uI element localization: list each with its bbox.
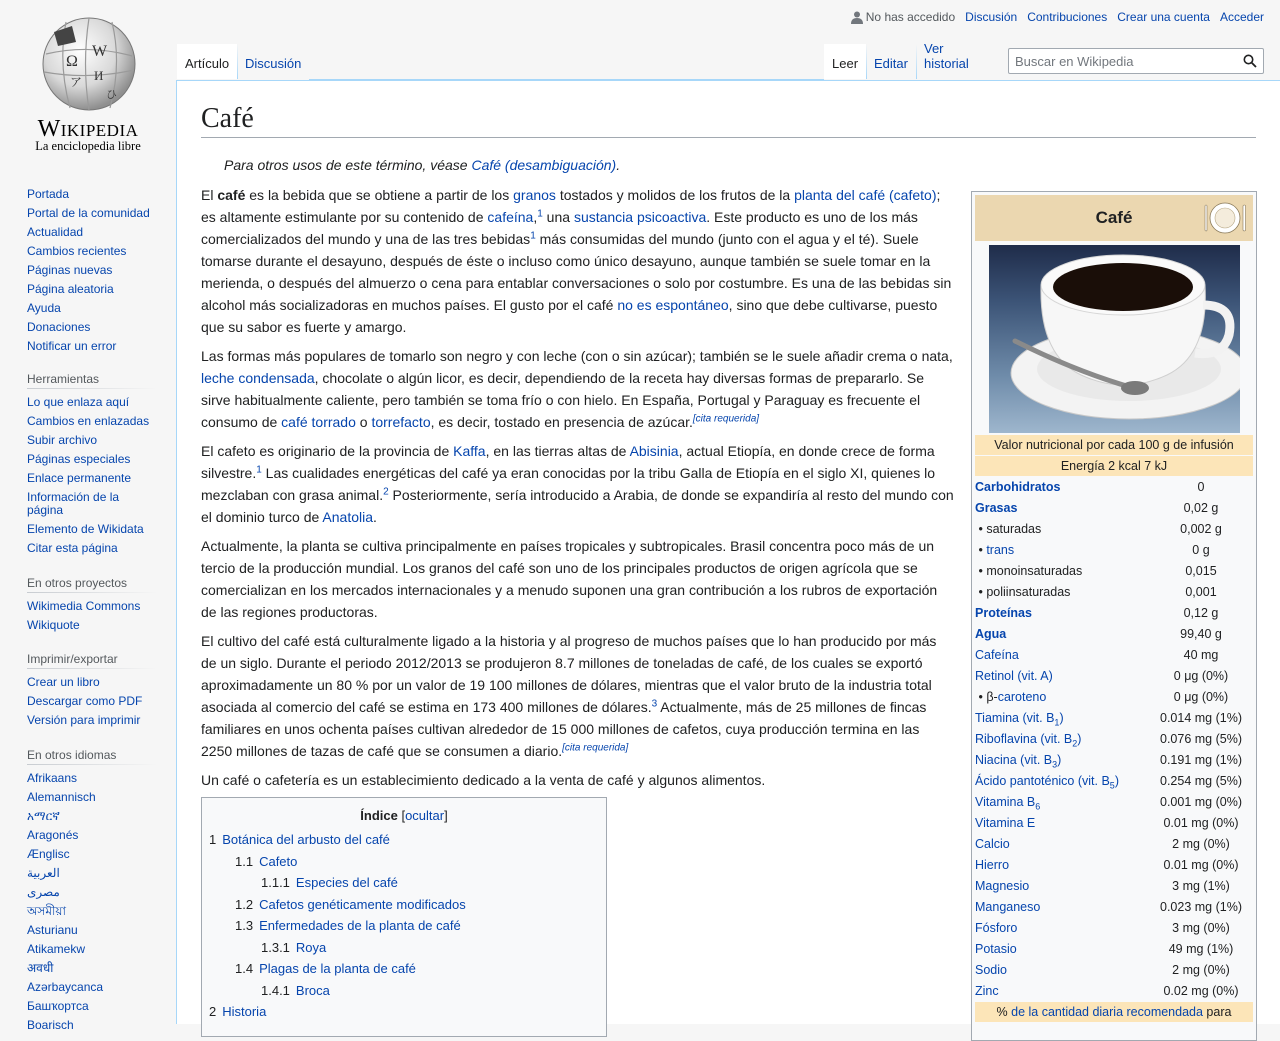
toc-item-number: 1.4.1	[261, 982, 290, 998]
link-granos[interactable]: granos	[513, 187, 556, 203]
sidebar-language-link[interactable]: অসমীয়া	[27, 904, 66, 918]
nutrient-value: 0.076 mg (5%)	[1160, 732, 1242, 746]
nutrient-link[interactable]: Tiamina (vit. B	[975, 711, 1055, 725]
sidebar-nav-link[interactable]: Donaciones	[27, 320, 91, 334]
nutrient-value: 0.001 mg (0%)	[1160, 795, 1242, 809]
sidebar-language-item	[27, 864, 157, 883]
sidebar-nav-link[interactable]: Actualidad	[27, 225, 84, 239]
nutrient-link[interactable]: Riboflavina (vit. B	[975, 732, 1073, 746]
link-no-es-espontaneo[interactable]: no es espontáneo	[617, 297, 729, 313]
nutrient-name: poliinsaturadas	[986, 585, 1071, 599]
nutrient-row	[975, 645, 1253, 666]
sidebar-nav-item	[27, 242, 157, 261]
sidebar-language-link[interactable]: Ænglisc	[27, 847, 70, 861]
tab-article[interactable]: Artículo	[177, 44, 237, 79]
sidebar-tools-link[interactable]: Subir archivo	[27, 433, 98, 447]
citation-needed-2[interactable]: [cita requerida]	[562, 742, 629, 754]
personal-link-create-account[interactable]: Crear una cuenta	[1117, 10, 1210, 24]
search-input[interactable]	[1009, 49, 1235, 73]
paragraph-6: Un café o cafetería es un establecimiento dedicado a la venta de café y algunos alimentos.	[201, 772, 766, 788]
personal-link-login[interactable]: Acceder	[1219, 10, 1264, 24]
sidebar-language-item	[27, 1016, 157, 1035]
paragraph-5: El cultivo del café está culturalmente ligado a la historia y al progreso de muchos países que lo han producido por más de un siglo. Durante el periodo 2012/2013 se produjeron 8.7 millones de toneladas de café, de los cuales se exportó aproximadamente un 80 % por un valor de 19 100 millones de dólares, mientras que el valor bruto de la industria total asociada al comercio del café se estima en 173 400 millones de dólares.$^3$ Actualmente, más de 25 millones de fincas familiares en unos ochenta países cultivan alrededor de 15 000 millones de cafetos, cuya producción termina en las 2250 millones de tazas de café que se consumen a diario.[cita requerida]	[201, 633, 937, 759]
sidebar-nav-item	[27, 337, 157, 356]
nutrient-label	[975, 876, 1149, 897]
nutrient-link[interactable]: Cafeína	[975, 648, 1019, 662]
personal-tools	[851, 10, 1264, 24]
nutrient-label	[975, 981, 1149, 1002]
sidebar-nav-item	[27, 318, 157, 337]
svg-text:Ω: Ω	[66, 53, 78, 70]
toc-toggle[interactable]: ocultar	[405, 808, 445, 823]
sidebar-navigation	[27, 185, 157, 356]
nutrient-row	[975, 519, 1253, 540]
sidebar-nav-item	[27, 204, 157, 223]
nutrient-name: saturadas	[986, 522, 1042, 536]
sidebar-tools-item	[27, 412, 157, 431]
toc-item-number: 1.1	[235, 853, 254, 869]
ref-1[interactable]: 1	[537, 208, 543, 220]
nutrient-label	[975, 666, 1149, 687]
link-planta-del-cafe[interactable]: planta del café (cafeto)	[794, 187, 937, 203]
nutrient-link[interactable]: Hierro	[975, 858, 1010, 872]
nutrient-link[interactable]: Manganeso	[975, 900, 1041, 914]
nutrient-link[interactable]: Agua	[975, 627, 1007, 641]
sidebar-projects-link[interactable]: Wikimedia Commons	[27, 599, 141, 613]
nutrient-value: 0.01 mg (0%)	[1163, 816, 1239, 830]
nutrient-label	[975, 645, 1149, 666]
nutrient-value: 0.023 mg (1%)	[1160, 900, 1242, 914]
nutrient-label: Tiamina (vit. $B_1$)	[975, 711, 1064, 728]
toc-item-number: 2	[209, 1004, 217, 1019]
sidebar-tools	[27, 372, 157, 558]
user-icon	[851, 11, 863, 24]
sidebar-tools-item	[27, 393, 157, 412]
nutrient-row	[975, 981, 1253, 1002]
sidebar-language-link[interactable]: አማርኛ	[27, 809, 60, 823]
wikipedia-tagline: La enciclopedia libre	[35, 139, 141, 153]
coffee-cup-image[interactable]	[989, 245, 1240, 433]
nutrient-label: Niacina (vit. $B_3$)	[975, 753, 1062, 770]
nutrient-label: Vitamina $B_6$	[975, 795, 1041, 812]
sidebar-language-link[interactable]: Башҡортса	[27, 999, 89, 1013]
sidebar-languages-heading: En otros idiomas	[27, 748, 157, 765]
link-anatolia[interactable]: Anatolia	[322, 509, 373, 525]
sidebar-projects	[27, 576, 157, 635]
nutrient-label: • saturadas	[975, 522, 1042, 536]
nutrient-row	[975, 834, 1253, 855]
personal-link-discussion[interactable]: Discusión	[965, 10, 1018, 24]
sidebar-tools-list	[27, 393, 157, 558]
login-status	[851, 10, 955, 24]
nutrient-value: 0,015	[1185, 564, 1217, 578]
svg-text:W: W	[92, 43, 108, 60]
nutrient-label: • monoinsaturadas	[975, 564, 1083, 578]
nutrient-link[interactable]: Proteínas	[975, 606, 1032, 620]
link-abisinia[interactable]: Abisinia	[629, 443, 679, 459]
infobox-nutrition-header: Valor nutricional por cada 100 g de infusión	[975, 435, 1253, 455]
sidebar-tools-item	[27, 488, 157, 520]
disambiguation-link[interactable]: Café (desambiguación)	[471, 157, 617, 173]
nutrient-link[interactable]: Niacina (vit. B	[975, 753, 1053, 767]
nutrient-link[interactable]: Sodio	[975, 963, 1007, 977]
link-leche-condensada[interactable]: leche condensada	[201, 370, 315, 386]
nutrient-row	[975, 687, 1253, 708]
nutrient-row	[975, 813, 1253, 834]
nutrient-link[interactable]: Vitamina B	[975, 795, 1036, 809]
nutrient-value: 3 mg (1%)	[1172, 879, 1230, 893]
nutrient-label	[975, 960, 1149, 981]
sidebar-nav-item	[27, 299, 157, 318]
toc-list	[209, 829, 599, 1023]
nutrient-row	[975, 771, 1253, 792]
sidebar-tools-link[interactable]: Citar esta página	[27, 541, 118, 555]
nutrient-row	[975, 498, 1253, 519]
nutrient-row	[975, 750, 1253, 771]
nutrient-link[interactable]: Vitamina E	[975, 816, 1036, 830]
nutrient-label	[975, 603, 1149, 624]
nutrient-link[interactable]: Carbohidratos	[975, 480, 1061, 494]
paragraph-4: Actualmente, la planta se cultiva principalmente en países tropicales y subtropicales. Brasil concentra poco más de un tercio de la producción mundial. Los granos del café son uno de los principales productos de origen agrícola que se comercializan en los mercados internacionales y a menudo suponen una gran contribución a los rubros de exportación de las regiones productoras.	[201, 538, 938, 620]
paragraph-3: El cafeto es originario de la provincia de Kaffa, en las tierras altas de Abisinia, actual Etiopía, en donde crece de forma silvestre.$^1$ Las cualidades energéticas del café ya eran conocidas por la tribu Galla de Etiopía en el siglo XI, quienes lo mezclaban con grasa animal.$^2$ Posteriormente, sería introducido a Arabia, de donde se expandiría al resto del mundo con el dominio turco de Anatolia.	[201, 443, 954, 525]
sidebar-nav-link[interactable]: Notificar un error	[27, 339, 117, 353]
sidebar-tools-link[interactable]: Lo que enlaza aquí	[27, 395, 130, 409]
plate-cutlery-icon	[1203, 201, 1247, 235]
sidebar-tools-item	[27, 431, 157, 450]
sidebar-language-item	[27, 997, 157, 1016]
sidebar-tools-link[interactable]: Información de la página	[27, 490, 120, 517]
nutrient-row	[975, 918, 1253, 939]
svg-text:ア: ア	[70, 75, 83, 89]
paragraph-1: El café es la bebida que se obtiene a partir de los granos tostados y molidos de los frutos de la planta del café (cafeto); es altamente estimulante por su contenido de cafeína,$^1$ una sustancia psicoactiva. Este producto es uno de los más comercializados del mundo y una de las tres bebidas$^1$ más consumidas del mundo (junto con el agua y el té). Suele tomarse durante el desayuno, después de éste o incluso como único desayuno, aunque también se suele tomar en la merienda, o después del almuerzo o cena para entablar conversaciones o solo por costumbre. Es una de las bebidas sin alcohol más socializadoras en muchos países. El gusto por el café no es espontáneo, sino que debe cultivarse, puesto que su sabor es fuerte y amargo.	[201, 187, 952, 335]
sidebar-print-item	[27, 692, 157, 711]
infobox-title: Café	[975, 195, 1253, 241]
nutrient-value: 3 mg (0%)	[1172, 921, 1230, 935]
link-sustancia-psicoactiva[interactable]: sustancia psicoactiva	[573, 209, 707, 225]
sidebar-nav-link[interactable]: Portal de la comunidad	[27, 206, 150, 220]
sidebar-language-link[interactable]: Boarisch	[27, 1018, 74, 1032]
toc-item[interactable]	[209, 915, 599, 937]
nutrient-label	[975, 897, 1149, 918]
sidebar-tools-link[interactable]: Cambios en enlazadas	[27, 414, 150, 428]
nutrient-link[interactable]: trans	[986, 543, 1015, 557]
nutrient-link[interactable]: Ácido pantoténico (vit. B	[975, 774, 1110, 788]
login-status-text: No has accedido	[865, 10, 956, 24]
nutrient-label	[975, 918, 1149, 939]
toc-item[interactable]	[209, 1001, 599, 1023]
nutrient-label	[975, 477, 1149, 498]
toc-item[interactable]	[209, 829, 599, 851]
infobox-footer: % de la cantidad diaria recomendada para	[975, 1002, 1253, 1022]
sidebar-tools-link[interactable]: Páginas especiales	[27, 452, 131, 466]
nutrient-row	[975, 477, 1253, 498]
nutrient-label	[975, 498, 1149, 519]
toc-item[interactable]	[209, 872, 599, 894]
nutrient-label	[975, 813, 1149, 834]
sidebar-language-item	[27, 902, 157, 921]
ref-3[interactable]: 3	[651, 698, 658, 710]
sidebar-language-link[interactable]: Azərbaycanca	[27, 980, 104, 994]
sidebar-language-item	[27, 921, 157, 940]
sidebar-tools-heading: Herramientas	[27, 372, 157, 389]
personal-link-contributions[interactable]: Contribuciones	[1027, 10, 1108, 24]
toc-item-number: 1	[209, 832, 217, 847]
sidebar-tools-item	[27, 520, 157, 539]
sidebar-print-link[interactable]: Versión para imprimir	[27, 713, 141, 727]
sidebar-language-link[interactable]: العربية	[27, 866, 60, 880]
nutrient-row	[975, 792, 1253, 813]
toc-item-number: 1.3.1	[261, 939, 290, 955]
toc-item-link[interactable]: Plagas de la planta de café	[259, 961, 416, 976]
article-body	[201, 184, 954, 798]
sidebar-language-link[interactable]: Afrikaans	[27, 771, 78, 785]
nutrient-row	[975, 561, 1253, 582]
infobox-nutrients	[975, 477, 1253, 1002]
sidebar-language-item	[27, 807, 157, 826]
nutrient-link[interactable]: Potasio	[975, 942, 1017, 956]
toc-item-link[interactable]: Historia	[222, 1004, 267, 1019]
nutrient-value: 2 mg (0%)	[1172, 963, 1230, 977]
nutrient-value: 0,002 g	[1180, 522, 1222, 536]
toc-item-link[interactable]: Broca	[295, 982, 330, 998]
nutrient-value: 99,40 g	[1180, 627, 1222, 641]
tab-edit[interactable]: Editar	[866, 44, 916, 79]
infobox	[971, 191, 1257, 1041]
toc-item[interactable]	[209, 851, 599, 873]
nutrient-row	[975, 960, 1253, 981]
nutrient-link[interactable]: Magnesio	[975, 879, 1030, 893]
toc-item-link[interactable]: Cafeto	[259, 853, 298, 869]
nutrient-link[interactable]: Calcio	[975, 837, 1010, 851]
nutrient-value: 0.191 mg (1%)	[1160, 753, 1242, 767]
nutrient-row	[975, 582, 1253, 603]
nutrient-label: Ácido pantoténico (vit. $B_5$)	[975, 774, 1119, 791]
toc-item-link[interactable]: Botánica del arbusto del café	[222, 832, 390, 847]
toc-item-link[interactable]: Cafetos genéticamente modificados	[259, 896, 466, 912]
sidebar-tools-item	[27, 450, 157, 469]
nutrient-value: 0 g	[1192, 543, 1210, 557]
sidebar-tools-link[interactable]: Enlace permanente	[27, 471, 132, 485]
coffee-cup-illustration	[989, 245, 1240, 433]
ref-1c[interactable]: 1	[256, 464, 262, 476]
table-of-contents	[201, 797, 607, 1037]
nutrient-row	[975, 603, 1253, 624]
sidebar-tools-item	[27, 539, 157, 558]
sidebar-language-item	[27, 845, 157, 864]
ref-2[interactable]: 2	[383, 486, 389, 498]
toc-item[interactable]	[209, 958, 599, 980]
sidebar-nav-link[interactable]: Ayuda	[27, 301, 61, 315]
sidebar-nav-item	[27, 223, 157, 242]
sidebar-language-item	[27, 788, 157, 807]
nutrient-name: monoinsaturadas	[986, 564, 1083, 578]
sidebar-nav-item	[27, 261, 157, 280]
search-box	[1008, 48, 1264, 74]
sidebar-language-link[interactable]: Alemannisch	[27, 790, 96, 804]
nutrient-value: 0 μg (0%)	[1173, 669, 1229, 683]
nutrient-row	[975, 876, 1253, 897]
sidebar-nav-item	[27, 185, 157, 204]
sidebar-tools-link[interactable]: Elemento de Wikidata	[27, 522, 144, 536]
wikipedia-wordmark: Wikipedia	[37, 116, 139, 142]
toc-title: Índice [ocultar]	[360, 808, 448, 823]
nutrient-label	[975, 624, 1149, 645]
sidebar-print-link[interactable]: Crear un libro	[27, 675, 100, 689]
sidebar-language-item	[27, 959, 157, 978]
citation-needed[interactable]: [cita requerida]	[692, 413, 760, 425]
nutrient-value: 0,12 g	[1183, 606, 1219, 620]
sidebar-nav-list	[27, 185, 157, 356]
search-icon[interactable]	[1243, 54, 1257, 68]
nutrient-value: 0	[1197, 480, 1205, 494]
sidebar-nav-link[interactable]: Página aleatoria	[27, 282, 114, 296]
sidebar-languages	[27, 748, 157, 1035]
ref-1b[interactable]: 1	[530, 230, 536, 242]
sidebar-projects-list	[27, 597, 157, 635]
sidebar-nav-item	[27, 280, 157, 299]
link-cafe-torrado[interactable]: café torrado	[281, 414, 356, 430]
nutrient-row	[975, 708, 1253, 729]
nutrient-value: 0.01 mg (0%)	[1163, 858, 1239, 872]
toc-item[interactable]	[209, 937, 599, 959]
nutrient-label	[975, 939, 1149, 960]
toc-item-link[interactable]: Enfermedades de la planta de café	[259, 918, 461, 933]
sidebar-nav-link[interactable]: Portada	[27, 187, 70, 201]
nutrient-value: 0,02 g	[1183, 501, 1219, 515]
sidebar-nav-link[interactable]: Cambios recientes	[27, 244, 127, 258]
sidebar-projects-item	[27, 597, 157, 616]
sidebar-projects-link[interactable]: Wikiquote	[27, 618, 80, 632]
nutrient-value: 0.014 mg (1%)	[1160, 711, 1242, 725]
wikipedia-globe-icon	[36, 14, 142, 112]
nutrient-value: 49 mg (1%)	[1168, 942, 1234, 956]
sidebar-language-link[interactable]: مصرى	[27, 885, 60, 899]
nutrient-row	[975, 666, 1253, 687]
sidebar-language-link[interactable]: Aragonés	[27, 828, 79, 842]
sidebar-print-list	[27, 673, 157, 730]
nutrient-link[interactable]: Zinc	[975, 984, 999, 998]
tab-read[interactable]: Leer	[824, 44, 866, 79]
disambiguation-hatnote: Para otros usos de este término, véase Café (desambiguación).	[224, 157, 621, 173]
tab-history[interactable]: Ver historial	[916, 44, 998, 79]
nutrient-label: • poliinsaturadas	[975, 585, 1071, 599]
sidebar-language-item	[27, 978, 157, 997]
link-kaffa[interactable]: Kaffa	[453, 443, 486, 459]
toc-item-link[interactable]: Especies del café	[295, 875, 398, 890]
nutrient-label: • β-caroteno	[975, 690, 1047, 704]
sidebar-nav-link[interactable]: Páginas nuevas	[27, 263, 113, 277]
nutrient-row	[975, 540, 1253, 561]
sidebar-language-item	[27, 883, 157, 902]
nutrient-row	[975, 939, 1253, 960]
sidebar-print-item	[27, 673, 157, 692]
sidebar-print	[27, 652, 157, 730]
toc-item-number: 1.1.1	[261, 875, 290, 890]
sidebar-language-item	[27, 940, 157, 959]
nutrient-link[interactable]: Retinol (vit. A)	[975, 669, 1053, 683]
wikipedia-logo[interactable]	[0, 0, 176, 160]
page-title: Café	[201, 103, 1256, 138]
toc-item-link[interactable]: Roya	[295, 939, 327, 955]
tab-discussion[interactable]: Discusión	[237, 44, 309, 79]
nutrient-label	[975, 834, 1149, 855]
sidebar-language-link[interactable]: अवधी	[27, 961, 54, 975]
toc-item-number: 1.3	[235, 918, 254, 933]
content-area	[176, 80, 1280, 1024]
nutrient-row	[975, 624, 1253, 645]
toc-item-number: 1.4	[235, 961, 254, 976]
nutrient-value: 0.02 mg (0%)	[1163, 984, 1239, 998]
nutrient-value: 40 mg	[1183, 648, 1219, 662]
link-torrefacto[interactable]: torrefacto	[371, 414, 431, 430]
sidebar-language-item	[27, 826, 157, 845]
sidebar-language-link[interactable]: Atikamekw	[27, 942, 86, 956]
nutrient-link[interactable]: caroteno	[997, 690, 1047, 704]
nutrient-value: 0,001	[1185, 585, 1217, 599]
sidebar-tools-item	[27, 469, 157, 488]
paragraph-2: Las formas más populares de tomarlo son negro y con leche (con o sin azúcar); también se le suele añadir crema o nata, leche condensada, chocolate o algún licor, es decir, dependiendo de la receta hay diversas formas de prepararlo. Se sirve habitualmente caliente, pero también se toma frío o con hielo. En España, Portugal y Paraguay es frecuente el consumo de café torrado o torrefacto, es decir, tostado en presencia de azúcar.[cita requerida]	[201, 348, 953, 430]
nutrient-row	[975, 897, 1253, 918]
nutrient-value: 2 mg (0%)	[1172, 837, 1230, 851]
svg-text:И: И	[94, 68, 104, 83]
nutrient-row	[975, 855, 1253, 876]
nutrient-value: 0 μg (0%)	[1173, 690, 1229, 704]
nutrient-link[interactable]: Fósforo	[975, 921, 1018, 935]
toc-item[interactable]	[209, 894, 599, 916]
nutrient-row	[975, 729, 1253, 750]
sidebar-projects-item	[27, 616, 157, 635]
sidebar-projects-heading: En otros proyectos	[27, 576, 157, 593]
infobox-energy: Energía 2 kcal 7 kJ	[975, 456, 1253, 476]
sidebar-print-heading: Imprimir/exportar	[27, 652, 157, 669]
nutrient-label: Riboflavina (vit. $B_2$)	[975, 732, 1082, 749]
nutrient-link[interactable]: Grasas	[975, 501, 1018, 515]
nutrient-value: 0.254 mg (5%)	[1160, 774, 1242, 788]
nutrient-label: • trans	[975, 543, 1015, 557]
sidebar-language-link[interactable]: Asturianu	[27, 923, 78, 937]
nutrient-label	[975, 855, 1149, 876]
toc-item[interactable]	[209, 980, 599, 1002]
sidebar-languages-list	[27, 769, 157, 1035]
sidebar-language-item	[27, 769, 157, 788]
toc-item-number: 1.2	[235, 896, 254, 912]
link-cantidad-diaria[interactable]: de la cantidad diaria recomendada	[1011, 1005, 1203, 1019]
svg-text:ひ: ひ	[106, 89, 117, 101]
sidebar-print-link[interactable]: Descargar como PDF	[27, 694, 143, 708]
sidebar-print-item	[27, 711, 157, 730]
link-cafeina[interactable]: cafeína	[487, 209, 534, 225]
